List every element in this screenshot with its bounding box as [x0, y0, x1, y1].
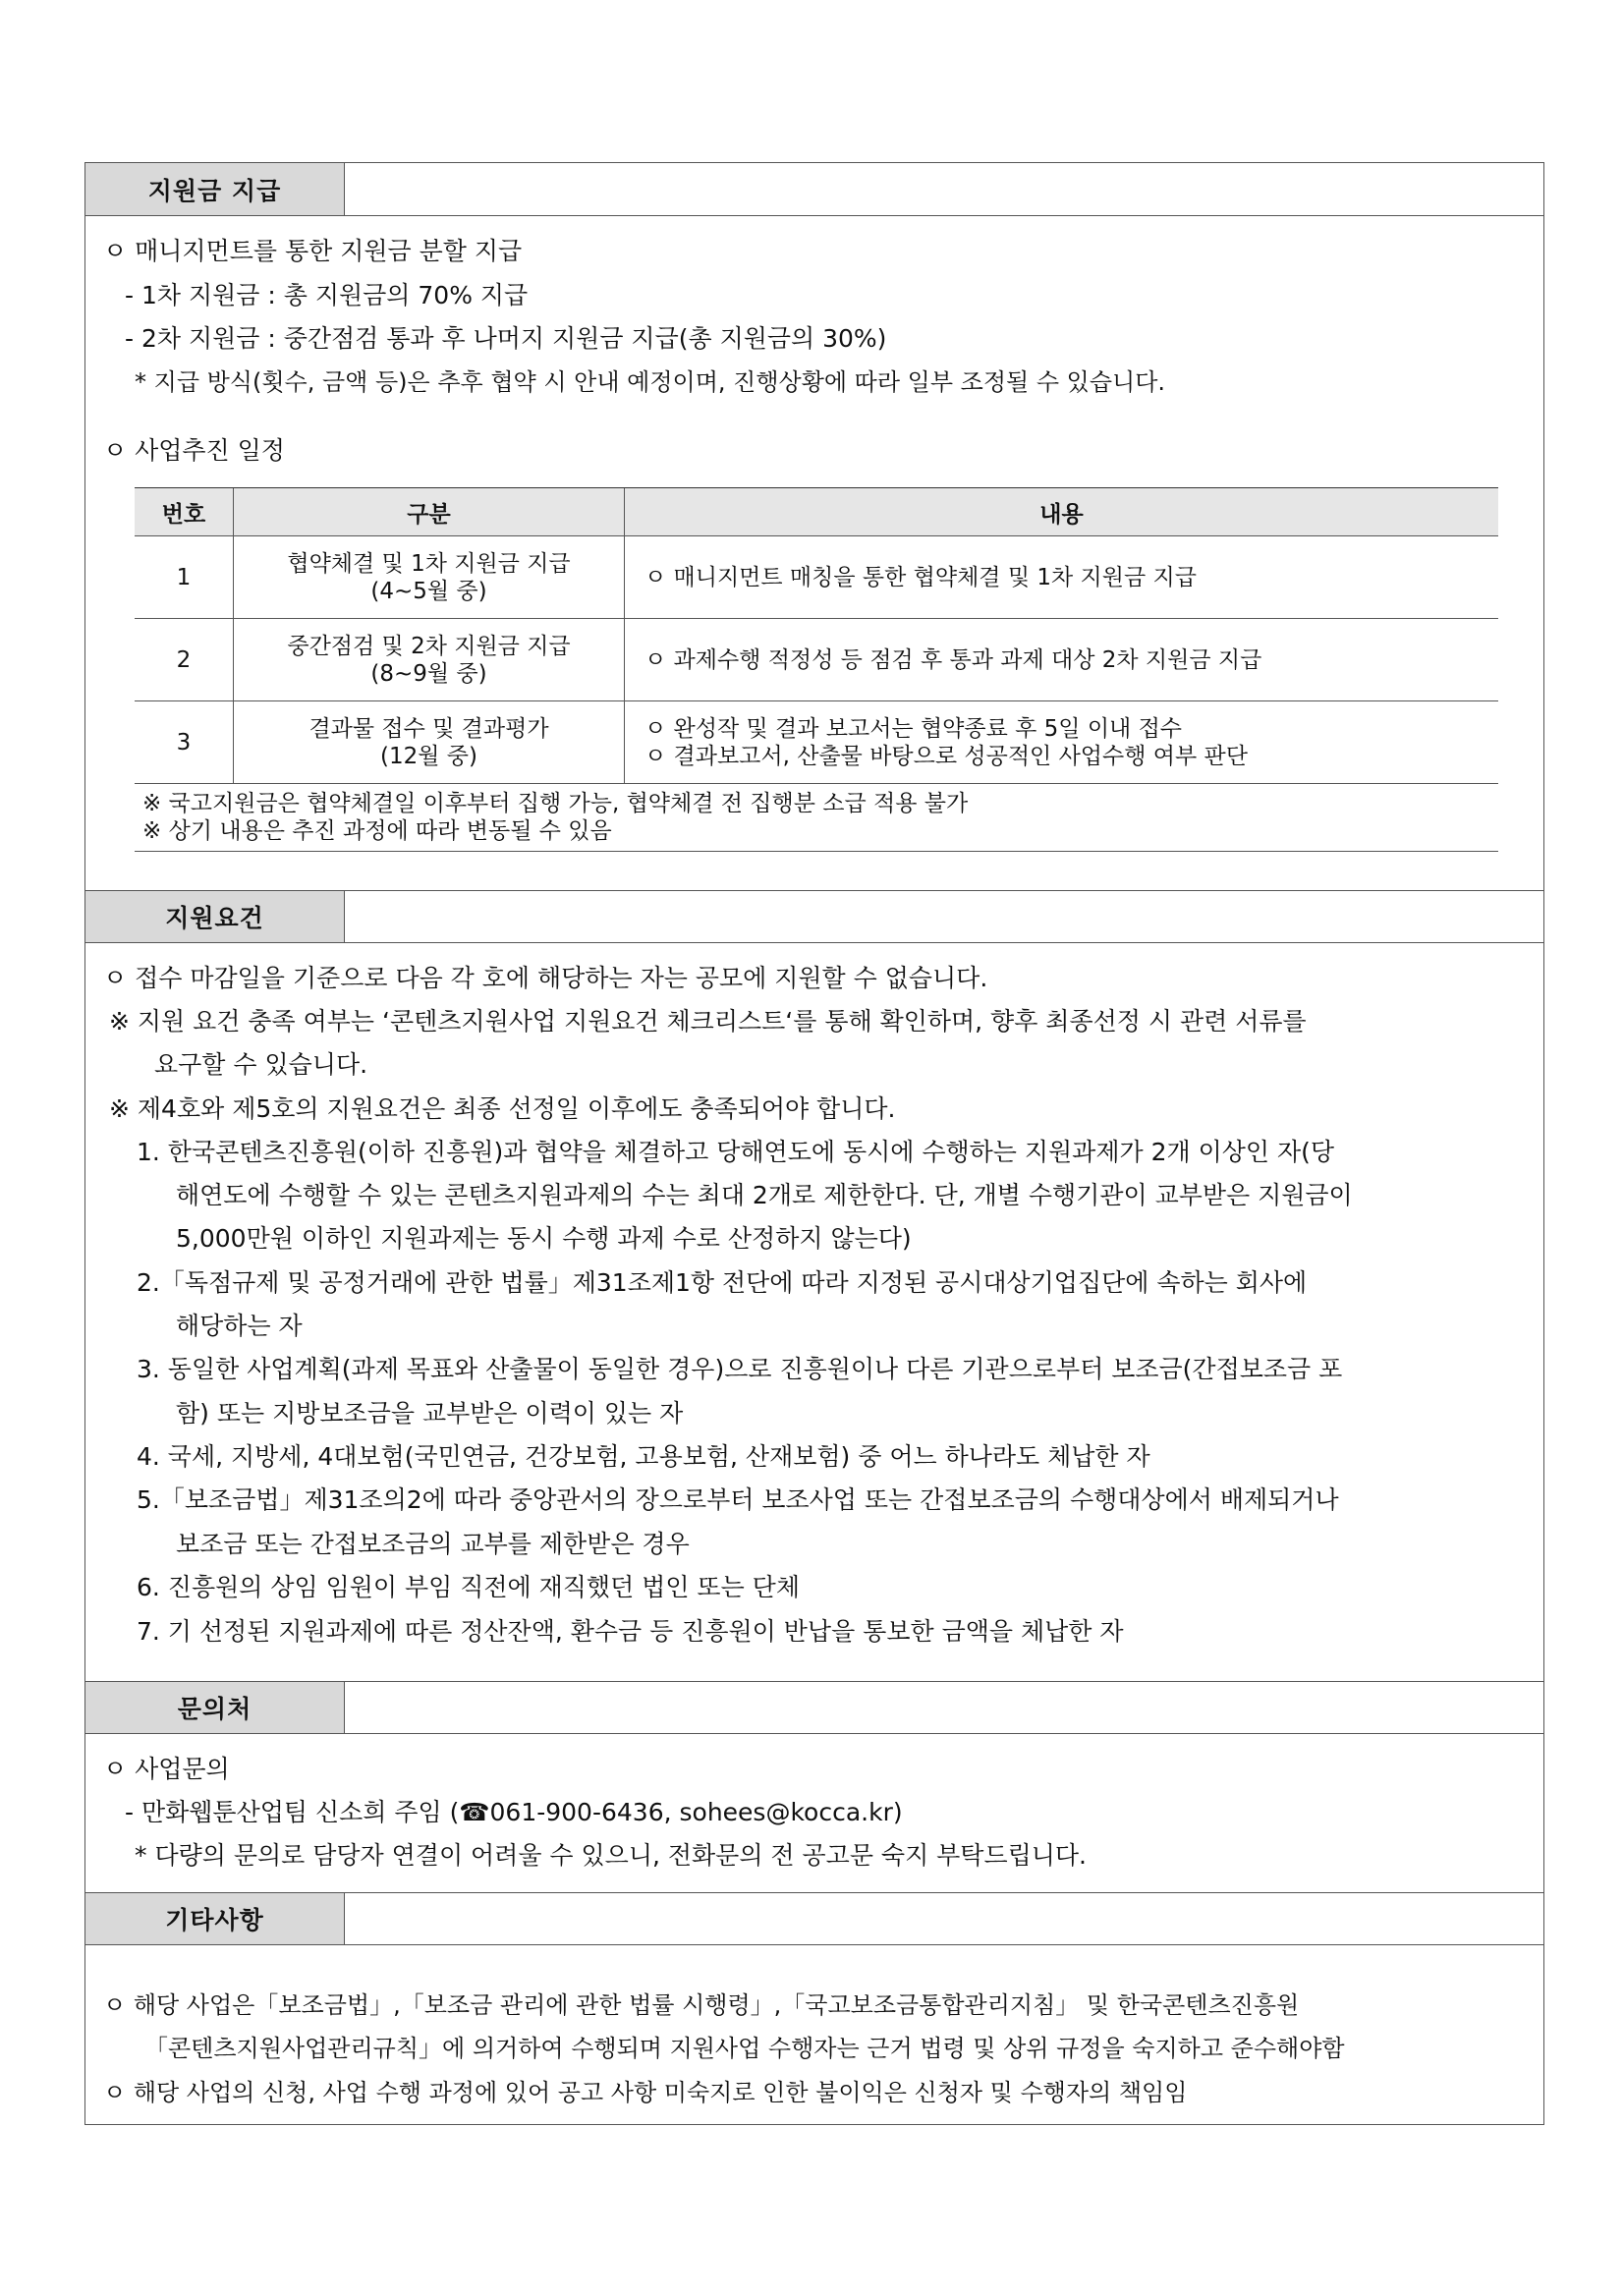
requirement-item-4: 4. 국세, 지방세, 4대보험(국민연금, 건강보험, 고용보험, 산재보험) 중 어느 하나라도 체납한 자	[137, 1442, 1150, 1471]
contact-line-2: - 만화웹툰산업팀 신소희 주임 (☎061-900-6436, sohees@kocca.kr)	[125, 1798, 903, 1826]
schedule-category	[234, 701, 625, 784]
requirements-line-1: ㅇ 접수 마감일을 기준으로 다음 각 호에 해당하는 자는 공모에 지원할 수 없습니다.	[103, 964, 988, 992]
schedule-no: 1	[135, 536, 234, 619]
section-header-payment	[85, 163, 1543, 216]
payment-line-5: ㅇ 사업추진 일정	[103, 436, 285, 465]
schedule-category-period: (12월 중)	[380, 743, 477, 769]
schedule-category	[234, 536, 625, 619]
schedule-header-row	[135, 488, 1498, 536]
requirements-note-1-cont: 요구할 수 있습니다.	[154, 1050, 368, 1079]
section-title-payment: 지원금 지급	[85, 163, 345, 215]
requirement-item-3-cont: 함) 또는 지방보조금을 교부받은 이력이 있는 자	[176, 1399, 684, 1428]
schedule-header-content: 내용	[625, 488, 1499, 536]
section-header-contact	[85, 1681, 1543, 1734]
document-frame	[84, 162, 1544, 2125]
schedule-content	[625, 619, 1499, 701]
etc-line-2: ㅇ 해당 사업의 신청, 사업 수행 과정에 있어 공고 사항 미숙지로 인한 불이익은 신청자 및 수행자의 책임임	[103, 2079, 1188, 2106]
schedule-content-line: ㅇ 과제수행 적정성 등 점검 후 통과 과제 대상 2차 지원금 지급	[644, 646, 1262, 673]
payment-line-4: * 지급 방식(횟수, 금액 등)은 추후 협약 시 안내 예정이며, 진행상황에 따라 일부 조정될 수 있습니다.	[135, 368, 1166, 396]
schedule-content-line: ㅇ 완성작 및 결과 보고서는 협약종료 후 5일 이내 접수	[644, 715, 1183, 742]
requirement-item-1-cont: 5,000만원 이하인 지원과제는 동시 수행 과제 수로 산정하지 않는다)	[176, 1224, 912, 1253]
schedule-category	[234, 619, 625, 701]
contact-line-3: * 다량의 문의로 담당자 연결이 어려울 수 있으니, 전화문의 전 공고문 숙지 부탁드립니다.	[135, 1841, 1088, 1870]
requirement-item-7: 7. 기 선정된 지원과제에 따른 정산잔액, 환수금 등 진흥원이 반납을 통보한 금액을 체납한 자	[137, 1617, 1124, 1646]
section-header-requirements	[85, 890, 1543, 943]
requirement-item-1-cont: 해연도에 수행할 수 있는 콘텐츠지원과제의 수는 최대 2개로 제한한다. 단, 개별 수행기관이 교부받은 지원금이	[176, 1181, 1353, 1209]
section-title-requirements: 지원요건	[85, 891, 345, 942]
requirements-note-2: ※ 제4호와 제5호의 지원요건은 최종 선정일 이후에도 충족되어야 합니다.	[109, 1094, 896, 1123]
payment-line-2: - 1차 지원금 : 총 지원금의 70% 지급	[125, 281, 529, 309]
schedule-content-line: ㅇ 결과보고서, 산출물 바탕으로 성공적인 사업수행 여부 판단	[644, 743, 1248, 769]
schedule-category-title: 결과물 접수 및 결과평가	[308, 715, 549, 742]
requirement-item-2-cont: 해당하는 자	[176, 1312, 303, 1340]
schedule-note: ※ 상기 내용은 추진 과정에 따라 변동될 수 있음	[142, 818, 612, 844]
payment-line-3: - 2차 지원금 : 중간점검 통과 후 나머지 지원금 지급(총 지원금의 30%)	[125, 324, 887, 353]
requirement-item-2: 2.「독점규제 및 공정거래에 관한 법률」제31조제1항 전단에 따라 지정된 공시대상기업집단에 속하는 회사에	[137, 1268, 1308, 1297]
schedule-category-title: 중간점검 및 2차 지원금 지급	[287, 633, 571, 659]
payment-line-1: ㅇ 매니지먼트를 통한 지원금 분할 지급	[103, 237, 523, 265]
contact-line-1: ㅇ 사업문의	[103, 1755, 230, 1783]
requirement-item-5: 5.「보조금법」제31조의2에 따라 중앙관서의 장으로부터 보조사업 또는 간접보조금의 수행대상에서 배제되거나	[137, 1485, 1339, 1514]
schedule-header-no: 번호	[135, 488, 234, 536]
etc-line-1-cont: 「콘텐츠지원사업관리규칙」에 의거하여 수행되며 지원사업 수행자는 근거 법령 및 상위 규정을 숙지하고 준수해야함	[144, 2035, 1345, 2062]
section-title-etc: 기타사항	[85, 1893, 345, 1944]
schedule-category-period: (8~9월 중)	[370, 660, 487, 687]
schedule-content	[625, 536, 1499, 619]
section-header-etc	[85, 1892, 1543, 1945]
table-row	[135, 701, 1498, 784]
schedule-no: 2	[135, 619, 234, 701]
schedule-table	[135, 487, 1498, 852]
schedule-no: 3	[135, 701, 234, 784]
table-row	[135, 619, 1498, 701]
schedule-content	[625, 701, 1499, 784]
schedule-category-title: 협약체결 및 1차 지원금 지급	[287, 550, 571, 577]
requirement-item-5-cont: 보조금 또는 간접보조금의 교부를 제한받은 경우	[176, 1530, 690, 1558]
requirements-note-1: ※ 지원 요건 충족 여부는 ‘콘텐츠지원사업 지원요건 체크리스트‘를 통해 확인하며, 향후 최종선정 시 관련 서류를	[109, 1007, 1307, 1036]
schedule-header-category: 구분	[234, 488, 625, 536]
etc-line-1: ㅇ 해당 사업은「보조금법」,「보조금 관리에 관한 법률 시행령」,「국고보조금통합관리지침」 및 한국콘텐츠진흥원	[103, 1991, 1300, 2019]
requirement-item-6: 6. 진흥원의 상임 임원이 부임 직전에 재직했던 법인 또는 단체	[137, 1573, 800, 1601]
table-row	[135, 536, 1498, 619]
requirement-item-3: 3. 동일한 사업계획(과제 목표와 산출물이 동일한 경우)으로 진흥원이나 다른 기관으로부터 보조금(간접보조금 포	[137, 1355, 1343, 1383]
schedule-notes-row	[135, 784, 1498, 852]
schedule-note: ※ 국고지원금은 협약체결일 이후부터 집행 가능, 협약체결 전 집행분 소급 적용 불가	[142, 791, 969, 816]
section-title-contact: 문의처	[85, 1682, 345, 1733]
schedule-notes	[135, 784, 1498, 852]
requirement-item-1: 1. 한국콘텐츠진흥원(이하 진흥원)과 협약을 체결하고 당해연도에 동시에 수행하는 지원과제가 2개 이상인 자(당	[137, 1138, 1335, 1166]
schedule-category-period: (4~5월 중)	[370, 578, 487, 604]
schedule-content-line: ㅇ 매니지먼트 매칭을 통한 협약체결 및 1차 지원금 지급	[644, 564, 1197, 590]
